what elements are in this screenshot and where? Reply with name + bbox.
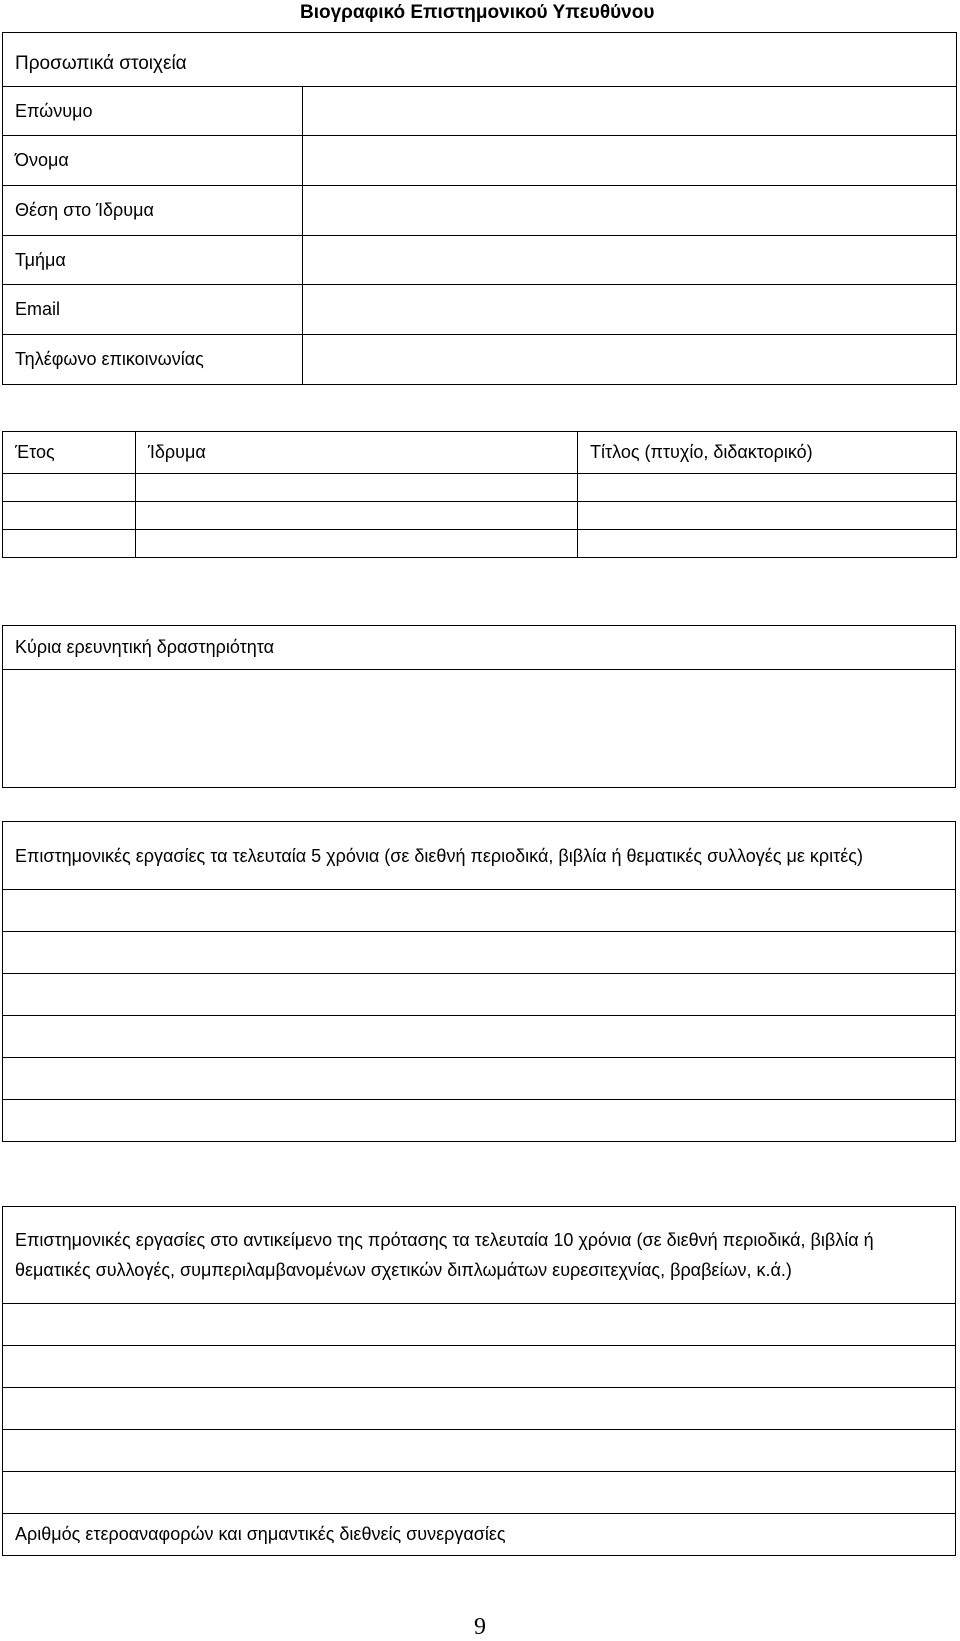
education-cell[interactable] (578, 502, 957, 530)
publications-5y-row[interactable] (3, 1058, 956, 1100)
education-table (2, 431, 957, 558)
research-table (2, 625, 956, 788)
publications-5y-table (2, 821, 956, 1142)
field-label-name: Όνομα (3, 136, 303, 186)
research-header: Κύρια ερευνητική δραστηριότητα (3, 626, 956, 670)
education-cell[interactable] (136, 502, 578, 530)
field-input-position[interactable] (303, 186, 957, 236)
education-col-institution: Ίδρυμα (136, 432, 578, 474)
publications-10y-table (2, 1206, 956, 1556)
publications-5y-row[interactable] (3, 974, 956, 1016)
document-title: Βιογραφικό Επιστημονικού Υπευθύνου (300, 2, 655, 23)
citations-header: Αριθμός ετεροαναφορών και σημαντικές διεθνείς συνεργασίες (3, 1514, 956, 1556)
publications-10y-row[interactable] (3, 1430, 956, 1472)
field-label-email: Email (3, 285, 303, 335)
publications-10y-row[interactable] (3, 1472, 956, 1514)
field-input-name[interactable] (303, 136, 957, 186)
education-cell[interactable] (3, 502, 136, 530)
education-cell[interactable] (3, 474, 136, 502)
field-input-phone[interactable] (303, 335, 957, 385)
field-label-department: Τμήμα (3, 236, 303, 285)
publications-10y-header: Επιστημονικές εργασίες στο αντικείμενο της πρότασης τα τελευταία 10 χρόνια (σε διεθνή περιοδικά, βιβλία ή θεματικές συλλογές, συμπεριλαμβανομένων σχετικών διπλωμάτων ευρεσιτεχνίας, βραβείων, κ.ά.) (3, 1207, 956, 1304)
research-input[interactable] (3, 670, 956, 788)
education-cell[interactable] (136, 530, 578, 558)
field-input-department[interactable] (303, 236, 957, 285)
education-cell[interactable] (578, 474, 957, 502)
education-col-year: Έτος (3, 432, 136, 474)
education-col-title: Τίτλος (πτυχίο, διδακτορικό) (578, 432, 957, 474)
publications-5y-header: Επιστημονικές εργασίες τα τελευταία 5 χρόνια (σε διεθνή περιοδικά, βιβλία ή θεματικές συλλογές με κριτές) (3, 822, 956, 890)
publications-5y-row[interactable] (3, 1016, 956, 1058)
field-input-email[interactable] (303, 285, 957, 335)
field-label-surname: Επώνυμο (3, 87, 303, 136)
personal-info-header (3, 33, 957, 87)
publications-10y-row[interactable] (3, 1346, 956, 1388)
publications-5y-row[interactable] (3, 890, 956, 932)
education-cell[interactable] (578, 530, 957, 558)
page-number: 9 (474, 1614, 486, 1640)
education-cell[interactable] (136, 474, 578, 502)
field-input-surname[interactable] (303, 87, 957, 136)
publications-5y-row[interactable] (3, 932, 956, 974)
education-cell[interactable] (3, 530, 136, 558)
field-label-position: Θέση στο Ίδρυμα (3, 186, 303, 236)
publications-10y-row[interactable] (3, 1304, 956, 1346)
personal-info-table (2, 32, 957, 385)
personal-info-header-label: Προσωπικά στοιχεία (15, 52, 187, 74)
publications-5y-row[interactable] (3, 1100, 956, 1142)
field-label-phone: Τηλέφωνο επικοινωνίας (3, 335, 303, 385)
publications-10y-row[interactable] (3, 1388, 956, 1430)
